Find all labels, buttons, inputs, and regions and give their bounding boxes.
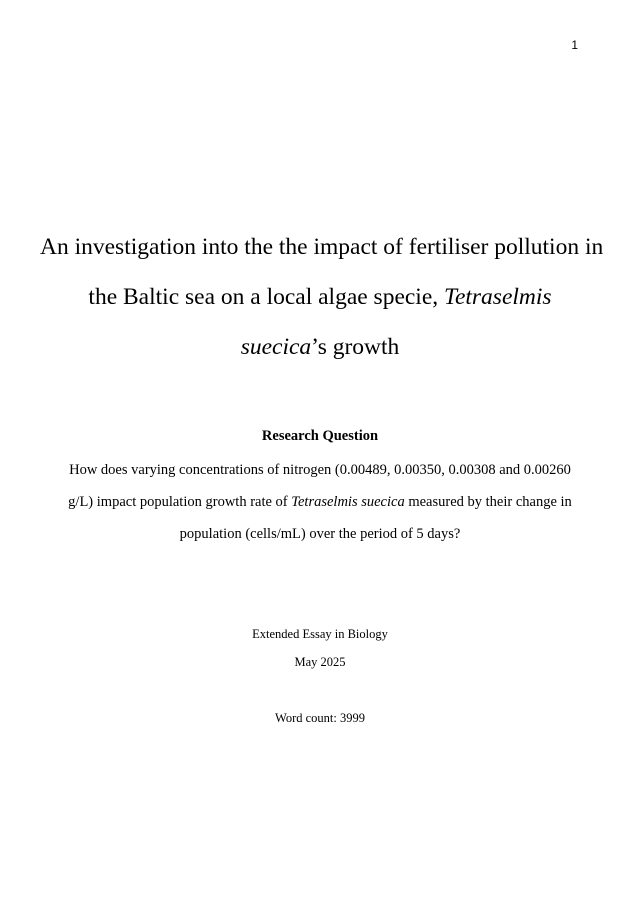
essay-subject: Extended Essay in Biology (252, 627, 388, 641)
essay-date: May 2025 (294, 655, 346, 669)
rq-species-name: Tetraselmis suecica (291, 494, 405, 510)
essay-title (40, 222, 604, 372)
rq-line-2-after: measured by their change in (404, 494, 572, 510)
rq-line-2-before: g/L) impact population growth rate of (68, 494, 292, 510)
title-line-2-text: the Baltic sea on a local algae specie, (88, 284, 445, 310)
research-question-heading: Research Question (261, 428, 379, 444)
title-line-2 (40, 272, 600, 322)
title-species-epithet: suecica (240, 334, 312, 360)
title-line-1: An investigation into the the impact of fertiliser pollution in (40, 234, 604, 260)
rq-line-2 (40, 486, 600, 518)
title-line-3-text: ’s growth (311, 334, 400, 360)
page-number: 1 (571, 38, 578, 52)
title-species-genus: Tetraselmis (444, 284, 552, 310)
rq-line-1: How does varying concentrations of nitrogen (0.00489, 0.00350, 0.00308 and 0.00260 (69, 462, 571, 478)
word-count: Word count: 3999 (275, 711, 365, 725)
rq-line-3: population (cells/mL) over the period of 5 days? (179, 526, 461, 542)
title-line-3 (40, 322, 600, 372)
research-question-text (40, 454, 600, 550)
